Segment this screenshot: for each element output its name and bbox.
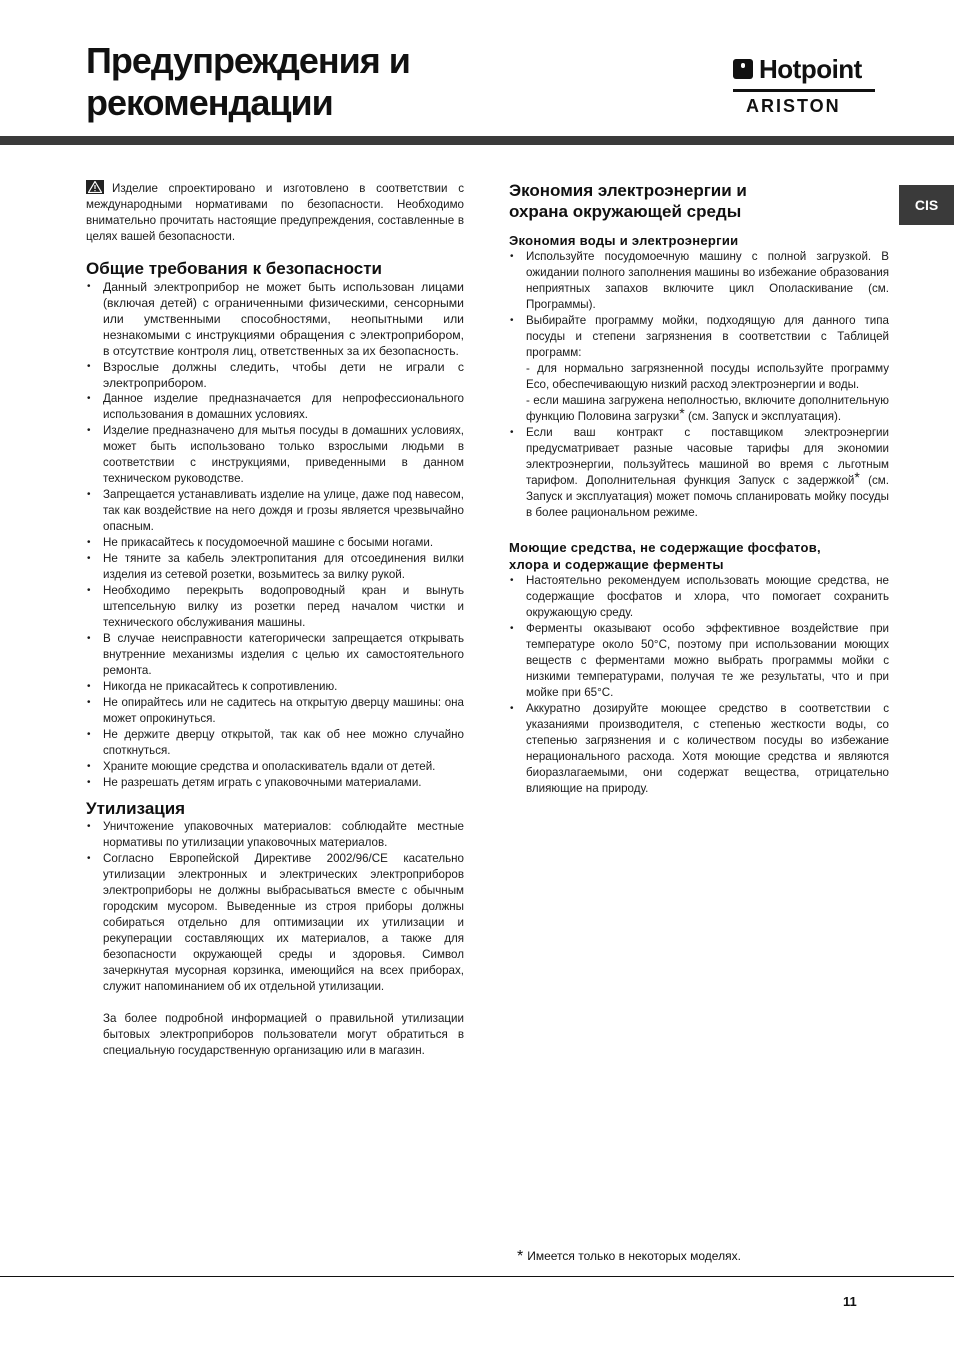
eco-program-text: - для нормально загрязненной посуды используйте программу Eco, обеспечивающую низкий расход электроэнергии и воды. [526,362,889,391]
list-item: • Не прикасайтесь к посудомоечной машине с босыми ногами. [86,535,464,551]
intro-text: Изделие спроектировано и изготовлено в соответствии с международными нормативами по безопасности. Необходимо внимательно прочитать настоящие предупреждения, составленные в целях вашей безопасности. [86,182,464,243]
list-item: • Аккуратно дозируйте моющее средство в соответствии с указаниями производителя, с степенью жесткости воды, со степенью загрязнения и с количеством посуды во избежание нерационального расхода. Хотя моющие средства и являются биоразлагаемыми, они содержат вещества, отрицательно влияющие на природу. [509,701,889,797]
safety-list [86,279,464,791]
list-item: • Не держите дверцу открытой, так как об нее можно случайно споткнуться. [86,727,464,759]
list-item: • Данное изделие предназначается для непрофессионального использования в домашних условиях. [86,391,464,423]
list-item: • Настоятельно рекомендуем использовать моющие средства, не содержащие фосфатов и хлора, что помогает сохранить окружающую среду. [509,573,889,621]
energy-heading-line-1: Экономия электроэнергии и [509,181,747,200]
page-title-line-1: Предупреждения и [86,40,410,81]
half-load-main: - если машина загружена неполностью, включите дополнительную функцию Половина загрузки [526,394,889,423]
list-item: • В случае неисправности категорически запрещается открывать внутренние механизмы изделия с целью их самостоятельного ремонта. [86,631,464,679]
safety-heading: Общие требования к безопасности [86,259,382,278]
list-item: • Необходимо перекрыть водопроводный кран и вынуть штепсельную вилку из розетки перед началом чистки и технического обслуживания машины. [86,583,464,631]
list-item: • Не опирайтесь или не садитесь на открытую дверцу машины: она может опрокинуться. [86,695,464,727]
disposal-note: За более подробной информацией о правильной утилизации бытовых электроприборов пользователи могут обратиться в специальную государственную организацию или в магазин. [103,1012,464,1057]
half-load-tail: (см. Запуск и эксплуатация). [684,410,842,423]
list-item: • Изделие предназначено для мытья посуды в домашних условиях, может быть использовано только взрослыми людьми в соответствии с инструкциями, приведенными в данном техническом руководстве. [86,423,464,487]
page-title-line-2: рекомендации [86,82,333,123]
brand-sub: ARISTON [746,96,841,116]
list-item [509,313,889,425]
half-load-text [526,393,889,425]
warning-triangle-icon [86,180,104,194]
page-number: 11 [843,1294,857,1309]
page-title [86,40,410,124]
list-item: • Уничтожение упаковочных материалов: соблюдайте местные нормативы по утилизации упаковочных материалов. [86,819,464,851]
right-column [509,180,889,797]
detergents-subheading-line-2: хлора и содержащие ферменты [509,557,724,572]
brand-name: Hotpoint [759,54,862,84]
disposal-heading: Утилизация [86,799,186,818]
footer-rule [0,1276,954,1277]
detergents-list [509,573,889,797]
list-item: • Используйте посудомоечную машину с полной загрузкой. В ожидании полного заполнения машины во избежание образования неприятных запахов включите цикл Ополаскивание (см. Программы). [509,249,889,313]
list-item: • Ферменты оказывают особо эффективное воздействие при температуре около 50°C, поэтому при использовании моющих веществ с ферментами можно выбрать программы мойки с низкими температурами, получая те же результаты, что и при мойке при 65°C. [509,621,889,701]
disposal-directive-text: • Согласно Европейской Директиве 2002/96/CE касательно утилизации электронных и электрических электроприборов электроприборы не должны выбрасываться вместе с обычным городским мусором. Выведенные из строя приборы должны собираться отдельно для оптимизации их утилизации и рекуперации составляющих их материалов, а также для безопасности окружающей среды и здоровья. Символ зачеркнутая мусорная корзинка, имеющийся на всех приборах, служит напоминанием об их отдельной утилизации. [103,852,464,993]
energy-heading [509,180,889,222]
list-item: • Запрещается устанавливать изделие на улице, даже под навесом, так как воздействие на него дождя и грозы является чрезвычайно опасным. [86,487,464,535]
list-item [86,851,464,1059]
list-item: • Взрослые должны следить, чтобы дети не играли с электроприбором. [86,359,464,391]
energy-heading-line-2: охрана окружающей среды [509,202,742,221]
detergents-subheading [509,539,889,573]
brand-logo [730,55,876,117]
region-tab: CIS [899,185,954,225]
footnote-marker: * [854,469,860,485]
footnote-text: Имеется только в некоторых моделях. [527,1249,741,1263]
disposal-list [86,819,464,1059]
footnote [517,1248,741,1266]
tariff-text-main: Если ваш контракт с поставщиком электроэнергии предусматривает разные часовые тарифы для экономии электроэнергии, пользуйтесь машиной во время с льготным тарифом. Дополнительная функция Запуск с задержкой [526,426,889,487]
list-item: • Не разрешать детям играть с упаковочными материалами. [86,775,464,791]
intro-paragraph [86,180,464,245]
hotpoint-mark-icon [733,59,753,79]
list-item: • Храните моющие средства и ополаскиватель вдали от детей. [86,759,464,775]
list-item: • Данный электроприбор не может быть использован лицами (включая детей) с ограниченными физическими, сенсорными или умственными способностями, неопытными или незнакомыми с инструкциями обращения с электроприбором, в отсутствие контроля лиц, ответственных за их безопасность. [86,279,464,359]
water-energy-list [509,249,889,521]
footnote-marker: * [679,405,685,421]
water-energy-subheading: Экономия воды и электроэнергии [509,233,739,248]
left-column [86,180,464,1059]
footnote-star: * [517,1248,524,1265]
list-item [509,425,889,521]
header-rule [0,136,954,145]
logo-divider [733,89,875,92]
tariff-text-tail: (см. Запуск и эксплуатация) может помочь спланировать мойку посуды в более рациональном режиме. [526,474,889,519]
program-choice-text: • Выбирайте программу мойки, подходящую для данного типа посуды и степени загрязнения в соответствии с Таблицей программ: [526,314,889,359]
list-item: • Не тяните за кабель электропитания для отсоединения вилки изделия из сетевой розетки, возьмитесь за вилку рукой. [86,551,464,583]
detergents-subheading-line-1: Моющие средства, не содержащие фосфатов, [509,540,821,555]
list-item: • Никогда не прикасайтесь к сопротивлению. [86,679,464,695]
